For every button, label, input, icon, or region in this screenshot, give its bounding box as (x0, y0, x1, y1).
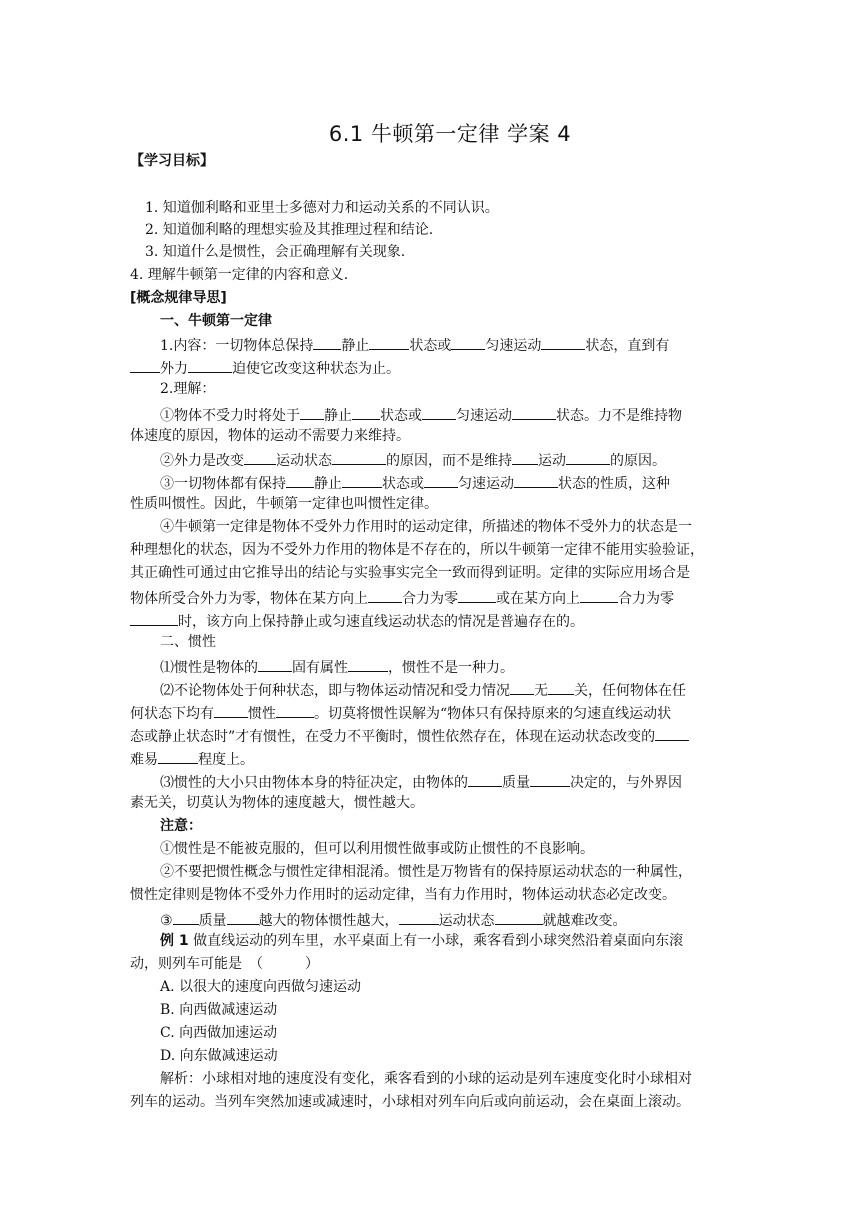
answer-static: 静止 (324, 408, 352, 424)
blank-line (130, 355, 160, 373)
content-line: 性质叫惯性。因此，牛顿第一定律也叫惯性定律。 (130, 496, 438, 512)
text: 何状态下均有 (130, 706, 214, 722)
content-line (160, 402, 682, 427)
goal-item: 2. 知道伽利略的理想实验及其推理过程和结论. (145, 222, 434, 238)
text: 越大的物体惯性越大， (258, 913, 399, 929)
answer-uniform: 匀速运动 (485, 338, 542, 354)
content-line (160, 470, 670, 495)
text: ⑵不论物体处于何种状态，即与物体运动情况和受力情况 (160, 683, 510, 699)
content-line: 种理想化的状态，因为不受外力作用的物体是不存在的，所以牛顿第一定律不能用实验验证， (130, 542, 704, 558)
content-line (130, 746, 254, 771)
text: ，惯性不是一种力。 (388, 660, 514, 676)
answer-net-zero: 合力为零 (402, 591, 458, 607)
answer-inertia: 惯性 (248, 706, 276, 722)
example-question: 动，则列车可能是 （ ） (130, 956, 319, 972)
blank-line (258, 654, 292, 672)
goal-item: 4. 理解牛顿第一定律的内容和意义. (130, 267, 349, 283)
answer-inherent: 固有属性 (292, 660, 348, 676)
text: 状态。力不是维持物 (556, 408, 682, 424)
content-line (160, 654, 514, 679)
blank-line (244, 447, 276, 465)
blank-line (468, 769, 502, 787)
text: 物体所受合外力为零，物体在某方向上 (130, 591, 368, 607)
example-label: 例 1 (160, 933, 189, 949)
content-line (130, 608, 584, 633)
text: ⑴惯性是物体的 (160, 660, 258, 676)
concept-heading: [概念规律导思] (130, 290, 227, 306)
note-line: ②不要把惯性概念与惯性定律相混淆。惯性是万物皆有的保持原运动状态的一种属性， (160, 864, 692, 880)
blank-line (541, 332, 585, 350)
content-line: ④牛顿第一定律是物体不受外力作用时的运动定律，所描述的物体不受外力的状态是一 (160, 519, 692, 535)
blank-line (286, 470, 314, 488)
blank-line (530, 769, 570, 787)
text: 状态或 (380, 408, 422, 424)
answer-uniform: 匀速运动 (456, 408, 512, 424)
text: 的原因，而不是维持 (386, 453, 512, 469)
blank-line (424, 470, 458, 488)
answer-mass: 质量 (502, 775, 530, 791)
answer-force: 外力 (160, 361, 188, 377)
option-c: C. 向西做加速运动 (160, 1025, 278, 1041)
content-line (160, 332, 669, 357)
blank-line (510, 677, 534, 695)
option-d: D. 向东做减速运动 (160, 1048, 278, 1064)
content-line: 素无关，切莫认为物体的速度越大，惯性越大。 (130, 795, 424, 811)
blank-line (276, 700, 314, 718)
content-line (130, 355, 400, 380)
text: 状态，直到有 (585, 338, 670, 354)
content-line: 体速度的原因，物体的运动不需要力来维持。 (130, 428, 410, 444)
text: 状态或 (409, 338, 452, 354)
text: ③ (160, 913, 173, 929)
blank-line (514, 470, 558, 488)
answer-none: 无 (534, 683, 548, 699)
blank-line (188, 355, 232, 373)
blank-line (512, 402, 556, 420)
text: 状态的性质，这种 (558, 476, 670, 492)
text: 。切莫将惯性误解为“物体只有保持原来的匀速直线运动状 (314, 706, 672, 722)
answer-motion-state: 运动状态 (276, 453, 332, 469)
example-question (160, 930, 683, 952)
text: 程度上。 (198, 752, 254, 768)
text: 关，任何物体在任 (574, 683, 686, 699)
text: 时，该方向上保持静止或匀速直线运动状态的情况是普遍存在的。 (178, 614, 584, 630)
option-a: A. 以很大的速度向西做匀速运动 (160, 979, 362, 995)
text: ③一切物体都有保持 (160, 476, 286, 492)
goal-item: 3. 知道什么是惯性，会正确理解有关现象. (145, 244, 406, 260)
blank-line (227, 907, 259, 925)
answer-state: 运动状态 (438, 913, 495, 929)
blank-line (332, 447, 386, 465)
analysis-line: 解析：小球相对地的速度没有变化，乘客看到的小球的运动是列车速度变化时小球相对 (160, 1071, 692, 1087)
blank-line (548, 677, 574, 695)
answer-net-zero: 合力为零 (618, 591, 674, 607)
blank-line (158, 746, 198, 764)
text: 的原因。 (610, 453, 666, 469)
text: 态或静止状态时”才有惯性，在受力不平衡时，惯性依然存在，体现在运动状态改变的 (130, 729, 656, 745)
content-line (130, 700, 671, 725)
answer-uniform: 匀速运动 (458, 476, 514, 492)
text: 1.内容：一切物体总保持 (160, 338, 314, 354)
answer-mass: 质量 (198, 913, 227, 929)
content-line (160, 447, 666, 472)
answer-static: 静止 (314, 476, 342, 492)
blank-line (451, 332, 485, 350)
blank-line (495, 907, 543, 925)
text: ⑶惯性的大小只由物体本身的特征决定，由物体的 (160, 775, 468, 791)
blank-line (368, 585, 402, 603)
text: ②外力是改变 (160, 453, 244, 469)
blank-line (342, 470, 382, 488)
section-2-heading: 二、惯性 (160, 634, 216, 650)
note-line (160, 907, 627, 932)
text: 迫使它改变这种状态为止。 (232, 361, 400, 377)
blank-line (348, 654, 388, 672)
analysis-line: 列车的运动。当列车突然加速或减速时，小球相对列车向后或向前运动，会在桌面上滚动。 (130, 1094, 690, 1110)
text: 或在某方向上 (496, 591, 580, 607)
text: 做直线运动的列车里，水平桌面上有一小球，乘客看到小球突然沿着桌面向东滚 (188, 933, 684, 949)
blank-line (655, 723, 689, 741)
text: 决定的，与外界因 (570, 775, 682, 791)
section-1-heading: 一、牛顿第一定律 (160, 313, 272, 329)
blank-line (399, 907, 439, 925)
content-line (130, 585, 674, 610)
blank-line (313, 332, 341, 350)
content-line: 其正确性可通过由它推导出的结论与实验事实完全一致而得到证明。定律的实际应用场合是 (130, 565, 690, 581)
note-heading: 注意： (160, 818, 202, 834)
goal-item: 1. 知道伽利略和亚里士多德对力和运动关系的不同认识。 (145, 200, 499, 216)
note-line: 惯性定律则是物体不受外力作用时的运动定律，当有力作用时，物体运动状态必定改变。 (130, 887, 676, 903)
blank-line (300, 402, 324, 420)
note-line: ①惯性是不能被克服的，但可以利用惯性做事或防止惯性的不良影响。 (160, 841, 594, 857)
blank-line (512, 447, 538, 465)
blank-line (352, 402, 380, 420)
page-title: 6.1 牛顿第一定律 学案 4 (328, 122, 572, 146)
blank-line (458, 585, 496, 603)
blank-line (369, 332, 409, 350)
text: 状态或 (382, 476, 424, 492)
text: 就越难改变。 (542, 913, 627, 929)
understand-label: 2.理解： (160, 381, 216, 397)
blank-line (173, 907, 199, 925)
content-line (160, 769, 682, 794)
blank-line (214, 700, 248, 718)
blank-line (422, 402, 456, 420)
goals-heading: 【学习目标】 (130, 153, 214, 169)
blank-line (580, 585, 618, 603)
text: ①物体不受力时将处于 (160, 408, 300, 424)
answer-static: 静止 (341, 338, 370, 354)
blank-line (130, 608, 178, 626)
answer-difficulty: 难易 (130, 752, 158, 768)
answer-motion: 运动 (538, 453, 566, 469)
content-line (160, 677, 686, 702)
content-line (130, 723, 689, 748)
blank-line (566, 447, 610, 465)
option-b: B. 向西做减速运动 (160, 1002, 278, 1018)
